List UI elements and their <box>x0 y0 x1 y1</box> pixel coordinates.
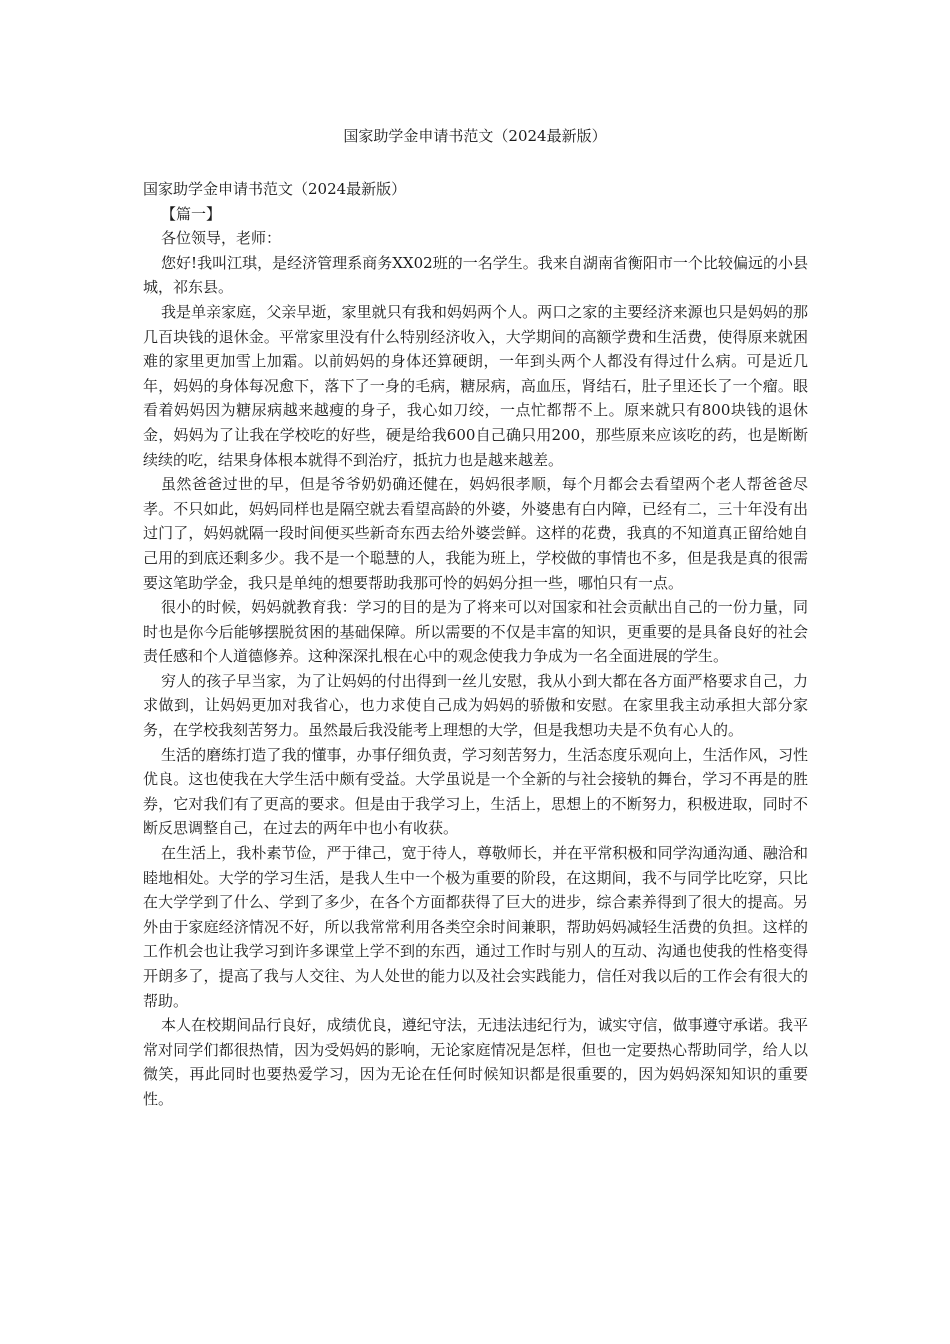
paragraph-3: 虽然爸爸过世的早，但是爷爷奶奶确还健在，妈妈很孝顺，每个月都会去看望两个老人帮爸爸尽孝。不只如此，妈妈同样也是隔空就去看望高龄的外婆，外婆患有白内障，已经有二，三十年没有出过门了，妈妈就隔一段时间便买些新奇东西去给外婆尝鲜。这样的花费，我真的不知道真正留给她自己用的到底还剩多少。我不是一个聪慧的人，我能为班上，学校做的事情也不多，但是我是真的很需要这笔助学金，我只是单纯的想要帮助我那可怜的妈妈分担一些，哪怕只有一点。 <box>143 475 808 592</box>
paragraph-7: 在生活上，我朴素节俭，严于律己，宽于待人，尊敬师长，并在平常积极和同学沟通沟通、融洽和睦地相处。大学的学习生活，是我人生中一个极为重要的阶段，在这期间，我不与同学比吃穿，只比在大学学到了什么、学到了多少，在各个方面都获得了巨大的进步，综合素养得到了很大的提高。另外由于家庭经济情况不好，所以我常常利用各类空余时间兼职，帮助妈妈减轻生活费的负担。这样的工作机会也让我学习到许多课堂上学不到的东西，通过工作时与别人的互动、沟通也使我的性格变得开朗多了，提高了我与人交往、为人处世的能力以及社会实践能力，信任对我以后的工作会有很大的帮助。 <box>143 844 808 1010</box>
paragraph-4: 很小的时候，妈妈就教育我：学习的目的是为了将来可以对国家和社会贡献出自己的一份力量，同时也是你今后能够摆脱贫困的基础保障。所以需要的不仅是丰富的知识，更重要的是具备良好的社会责任感和个人道德修养。这种深深扎根在心中的观念使我力争成为一名全面进展的学生。 <box>143 598 808 666</box>
paragraph-5: 穷人的孩子早当家，为了让妈妈的付出得到一丝儿安慰，我从小到大都在各方面严格要求自己，力求做到，让妈妈更加对我省心，也力求使自己成为妈妈的骄傲和安慰。在家里我主动承担大部分家务，在学校我刻苦努力。虽然最后我没能考上理想的大学，但是我想功夫是不负有心人的。 <box>143 671 808 740</box>
paragraph-2: 我是单亲家庭，父亲早逝，家里就只有我和妈妈两个人。两口之家的主要经济来源也只是妈妈的那几百块钱的退休金。平常家里没有什么特别经济收入，大学期间的高额学费和生活费，使得原来就困难的家里更加雪上加霜。以前妈妈的身体还算硬朗，一年到头两个人都没有得过什么病。可是近几年，妈妈的身体每况愈下，落下了一身的毛病，糖尿病，高血压，肾结石，肚子里还长了一个瘤。眼看着妈妈因为糖尿病越来越瘦的身子，我心如刀绞，一点忙都帮不上。原来就只有800块钱的退休金，妈妈为了让我在学校吃的好些，硬是给我600自己确只用200，那些原来应该吃的药，也是断断续续的吃，结果身体根本就得不到治疗，抵抗力也是越来越差。 <box>143 302 808 469</box>
paragraph-6: 生活的磨练打造了我的懂事，办事仔细负责，学习刻苦努力，生活态度乐观向上，生活作风，习性优良。这也使我在大学生活中颇有受益。大学虽说是一个全新的与社会接轨的舞台，学习不再是的胜券，它对我们有了更高的要求。但是由于我学习上，生活上，思想上的不断努力，积极进取，同时不断反思调整自己，在过去的两年中也小有收获。 <box>143 745 808 838</box>
page-title: 国家助学金申请书范文（2024最新版） <box>343 127 607 145</box>
paragraph-1: 您好!我叫江琪，是经济管理系商务XX02班的一名学生。我来自湖南省衡阳市一个比较偏远的小县城，祁东县。 <box>143 253 808 297</box>
paragraph-8: 本人在校期间品行良好，成绩优良，遵纪守法，无违法违纪行为，诚实守信，做事遵守承诺。我平常对同学们都很热情，因为受妈妈的影响，无论家庭情况是怎样，但也一定要热心帮助同学，给人以微笑，再此同时也要热爱学习，因为无论在任何时候知识都是很重要的，因为妈妈深知知识的重要性。 <box>143 1016 808 1108</box>
section-label: 【篇一】 <box>161 204 222 223</box>
greeting: 各位领导，老师： <box>161 229 282 248</box>
document-heading: 国家助学金申请书范文（2024最新版） <box>143 180 407 198</box>
document-body <box>143 177 808 1112</box>
